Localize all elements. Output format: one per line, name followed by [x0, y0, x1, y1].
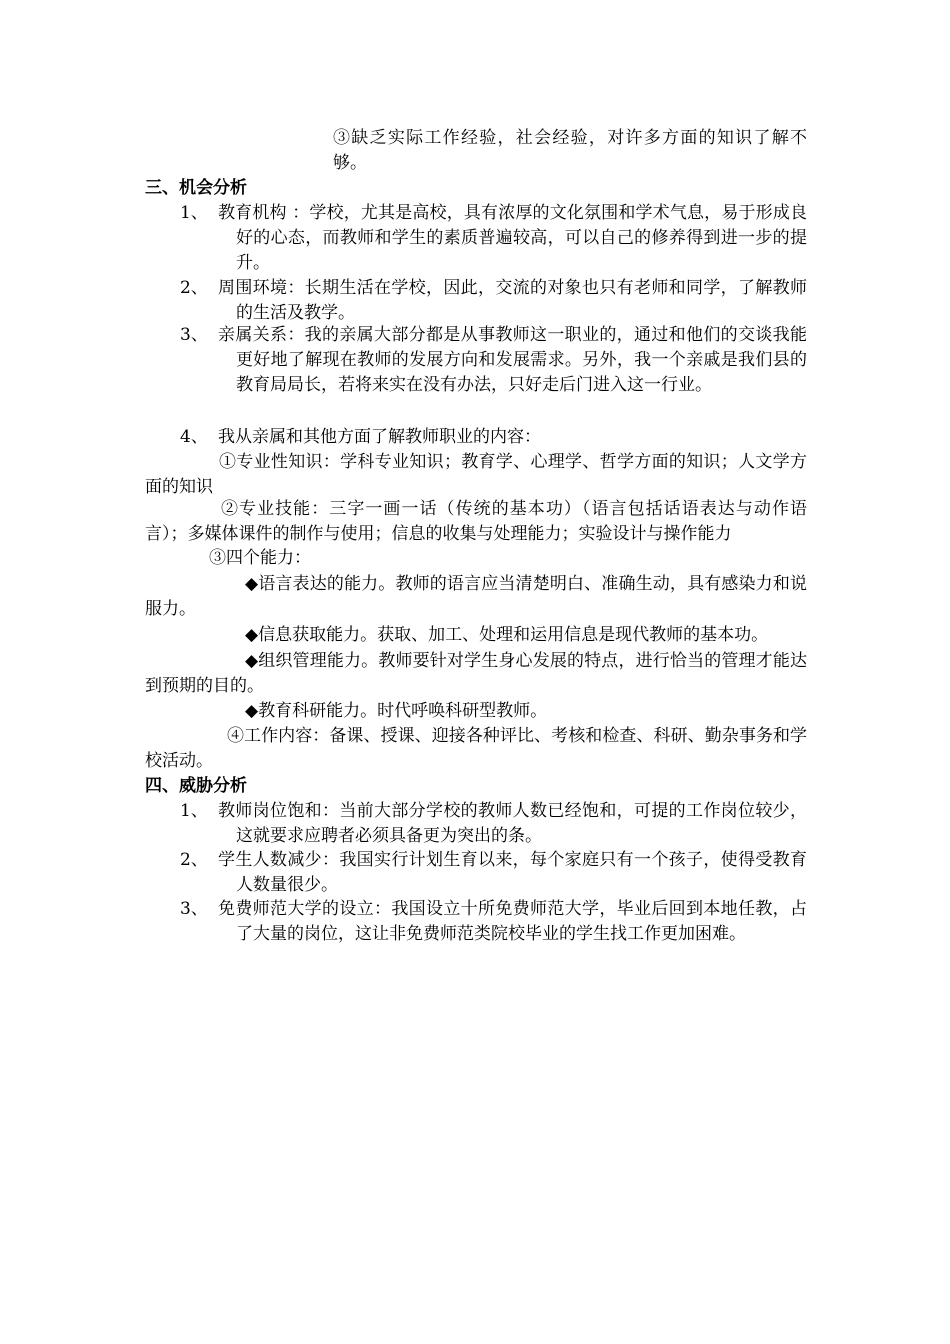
- item-text: 我从亲属和其他方面了解教师职业的内容：: [218, 427, 541, 447]
- item-text: 教师岗位饱和：当前大部分学校的教师人数已经饱和，可提的工作岗位较少，这就要求应聘者必须具备更为突出的条。: [218, 801, 807, 846]
- bullet-language: ◆语言表达的能力。教师的语言应当清楚明白、准确生动，具有感染力和说服力。: [145, 574, 807, 619]
- section-4-item-2: [145, 848, 807, 898]
- section-3-heading: 三、机会分析: [145, 178, 247, 198]
- item-number: 1、: [180, 203, 208, 223]
- section-3-item-3: [145, 323, 807, 398]
- item-number: 4、: [180, 427, 208, 447]
- item-text: 亲属关系：我的亲属大部分都是从事教师这一职业的，通过和他们的交谈我能更好地了解现在教师的发展方向和发展需求。另外，我一个亲戚是我们县的教育局局长，若将来实在没有办法，只好走后门进入这一行业。: [218, 325, 807, 395]
- section-4-item-3: [145, 897, 807, 947]
- sub-knowledge: ①专业性知识：学科专业知识；教育学、心理学、哲学方面的知识；人文学方面的知识: [145, 452, 807, 497]
- item-text: 周围环境：长期生活在学校，因此，交流的对象也只有老师和同学，了解教师的生活及教学。: [218, 278, 807, 323]
- bullet-research: ◆教育科研能力。时代呼唤科研型教师。: [245, 701, 548, 721]
- item-text: 学生人数减少：我国实行计划生育以来，每个家庭只有一个孩子，使得受教育人数量很少。: [218, 850, 807, 895]
- sub-skills: ②专业技能：三字一画一话（传统的基本功）（语言包括话语表达与动作语言）；多媒体课件的制作与使用；信息的收集与处理能力；实验设计与操作能力: [145, 499, 807, 544]
- item-text: 教育机构 ：学校，尤其是高校，具有浓厚的文化氛围和学术气息，易于形成良好的心态，而教师和学生的素质普遍较高，可以自己的修养得到进一步的提升。: [218, 203, 807, 273]
- item-text: 免费师范大学的设立：我国设立十所免费师范大学，毕业后回到本地任教，占了大量的岗位，这让非免费师范类院校毕业的学生找工作更加困难。: [218, 899, 807, 944]
- item-number: 3、: [180, 325, 208, 345]
- item-number: 2、: [180, 850, 208, 870]
- intro-item: ③缺乏实际工作经验，社会经验，对许多方面的知识了解不够。: [333, 128, 807, 173]
- section-3-item-2: [145, 276, 807, 326]
- bullet-information: ◆信息获取能力。获取、加工、处理和运用信息是现代教师的基本功。: [245, 625, 769, 645]
- section-3-item-4: [145, 425, 807, 450]
- bullet-management: ◆组织管理能力。教师要针对学生身心发展的特点，进行恰当的管理才能达到预期的目的。: [145, 651, 807, 696]
- section-4-item-1: [145, 799, 807, 849]
- section-3-item-1: [145, 201, 807, 276]
- section-4-heading: 四、威胁分析: [145, 776, 247, 796]
- sub-work-content: ④工作内容：备课、授课、迎接各种评比、考核和检查、科研、勤杂事务和学校活动。: [145, 726, 807, 771]
- item-number: 3、: [180, 899, 208, 919]
- item-number: 1、: [180, 801, 208, 821]
- item-number: 2、: [180, 278, 208, 298]
- sub-abilities-title: ③四个能力：: [209, 548, 311, 568]
